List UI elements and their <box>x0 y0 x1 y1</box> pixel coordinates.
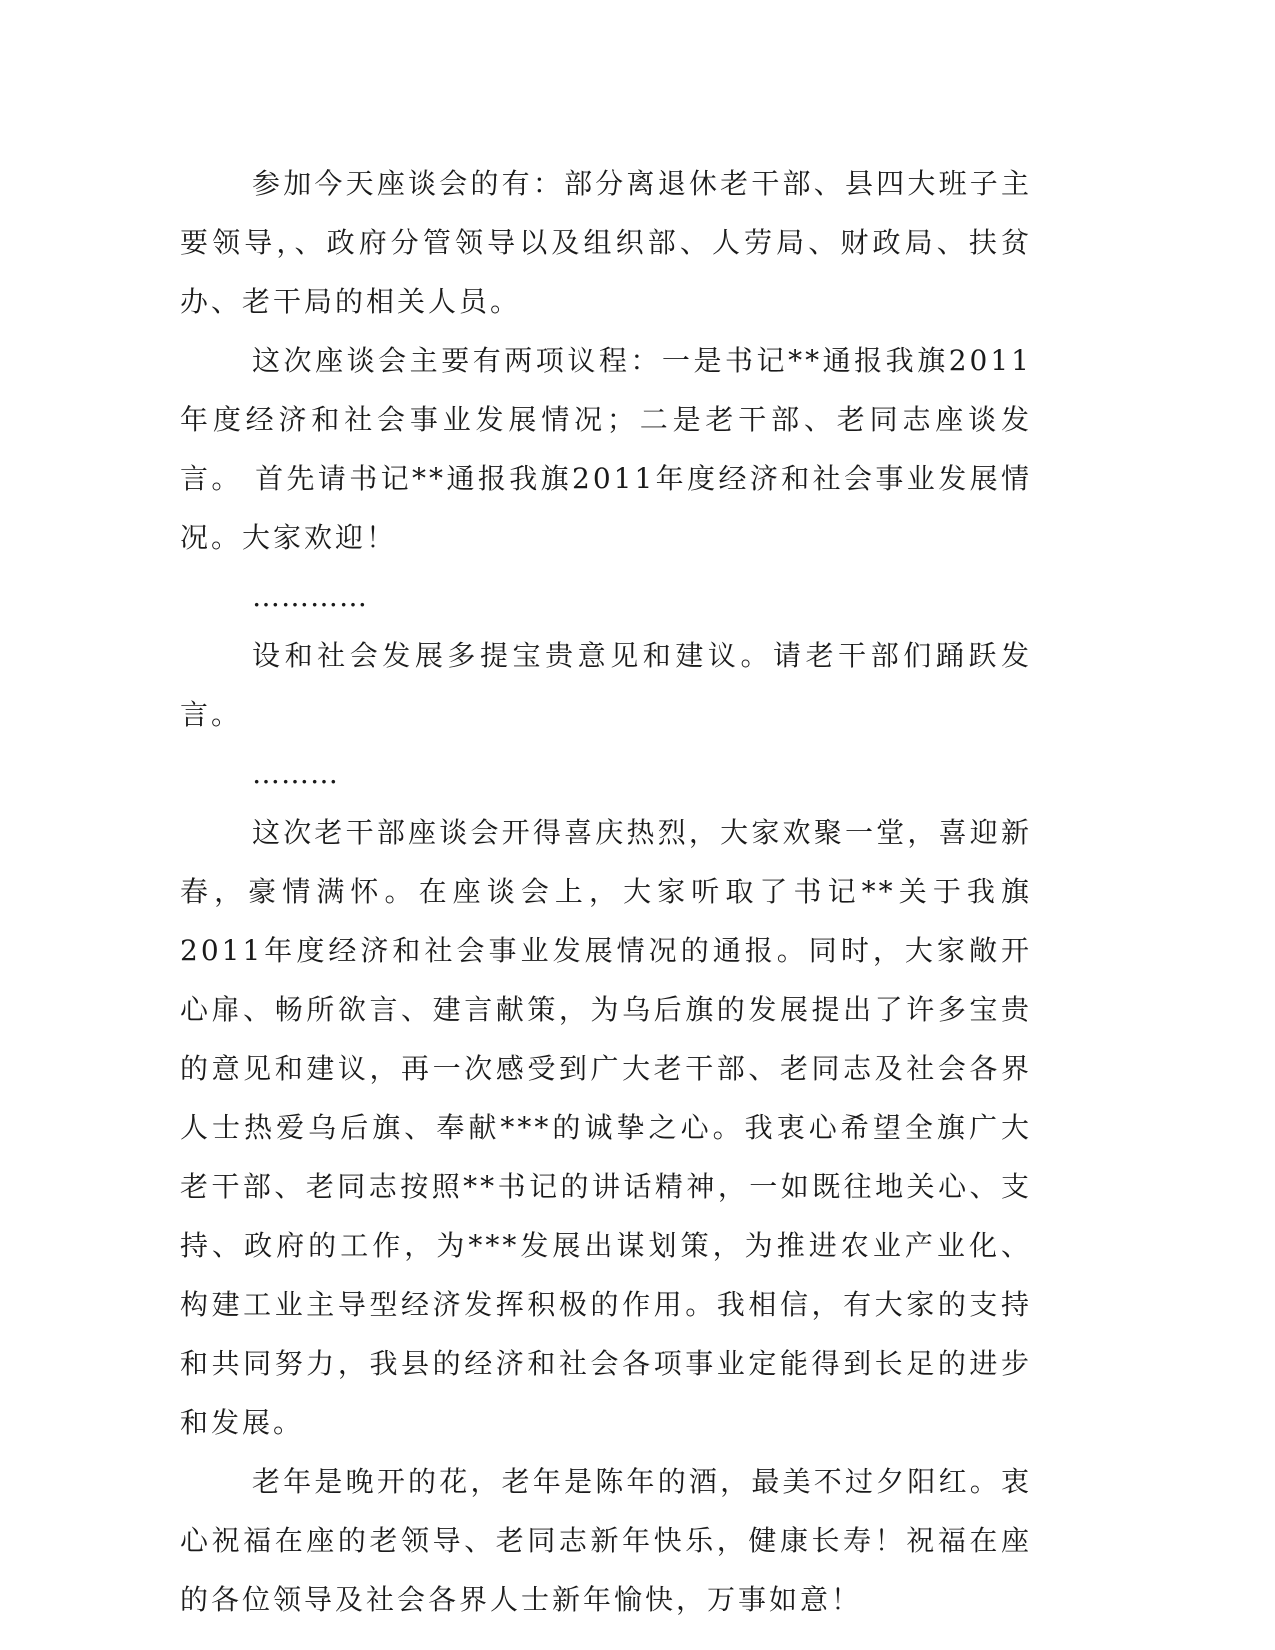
document-body <box>180 154 1032 1629</box>
paragraph-agenda: 这次座谈会主要有两项议程：一是书记**通报我旗2011年度经济和社会事业发展情况；二是老干部、老同志座谈发言。 首先请书记**通报我旗2011年度经济和社会事业发展情况。大家欢迎！ <box>180 344 1032 554</box>
paragraph-invite-speech: 设和社会发展多提宝贵意见和建议。请老干部们踊跃发言。 <box>180 639 1032 731</box>
paragraph-blessing: 老年是晚开的花，老年是陈年的酒，最美不过夕阳红。衷心祝福在座的老领导、老同志新年快乐，健康长寿！祝福在座的各位领导及社会各界人士新年愉快，万事如意！ <box>180 1465 1032 1616</box>
paragraph-summary: 这次老干部座谈会开得喜庆热烈，大家欢聚一堂，喜迎新春，豪情满怀。在座谈会上，大家听取了书记**关于我旗2011年度经济和社会事业发展情况的通报。同时，大家敞开心扉、畅所欲言、建言献策，为乌后旗的发展提出了许多宝贵的意见和建议，再一次感受到广大老干部、老同志及社会各界人士热爱乌后旗、奉献***的诚挚之心。我衷心希望全旗广大老干部、老同志按照**书记的讲话精神，一如既往地关心、支持、政府的工作，为***发展出谋划策，为推进农业产业化、构建工业主导型经济发挥积极的作用。我相信，有大家的支持和共同努力，我县的经济和社会各项事业定能得到长足的进步和发展。 <box>180 816 1032 1439</box>
paragraph-attendees: 参加今天座谈会的有：部分离退休老干部、县四大班子主要领导，、政府分管领导以及组织部、人劳局、财政局、扶贫办、老干局的相关人员。 <box>180 167 1032 318</box>
ellipsis-separator: ………… <box>252 580 368 613</box>
ellipsis-separator: ……… <box>252 757 339 790</box>
